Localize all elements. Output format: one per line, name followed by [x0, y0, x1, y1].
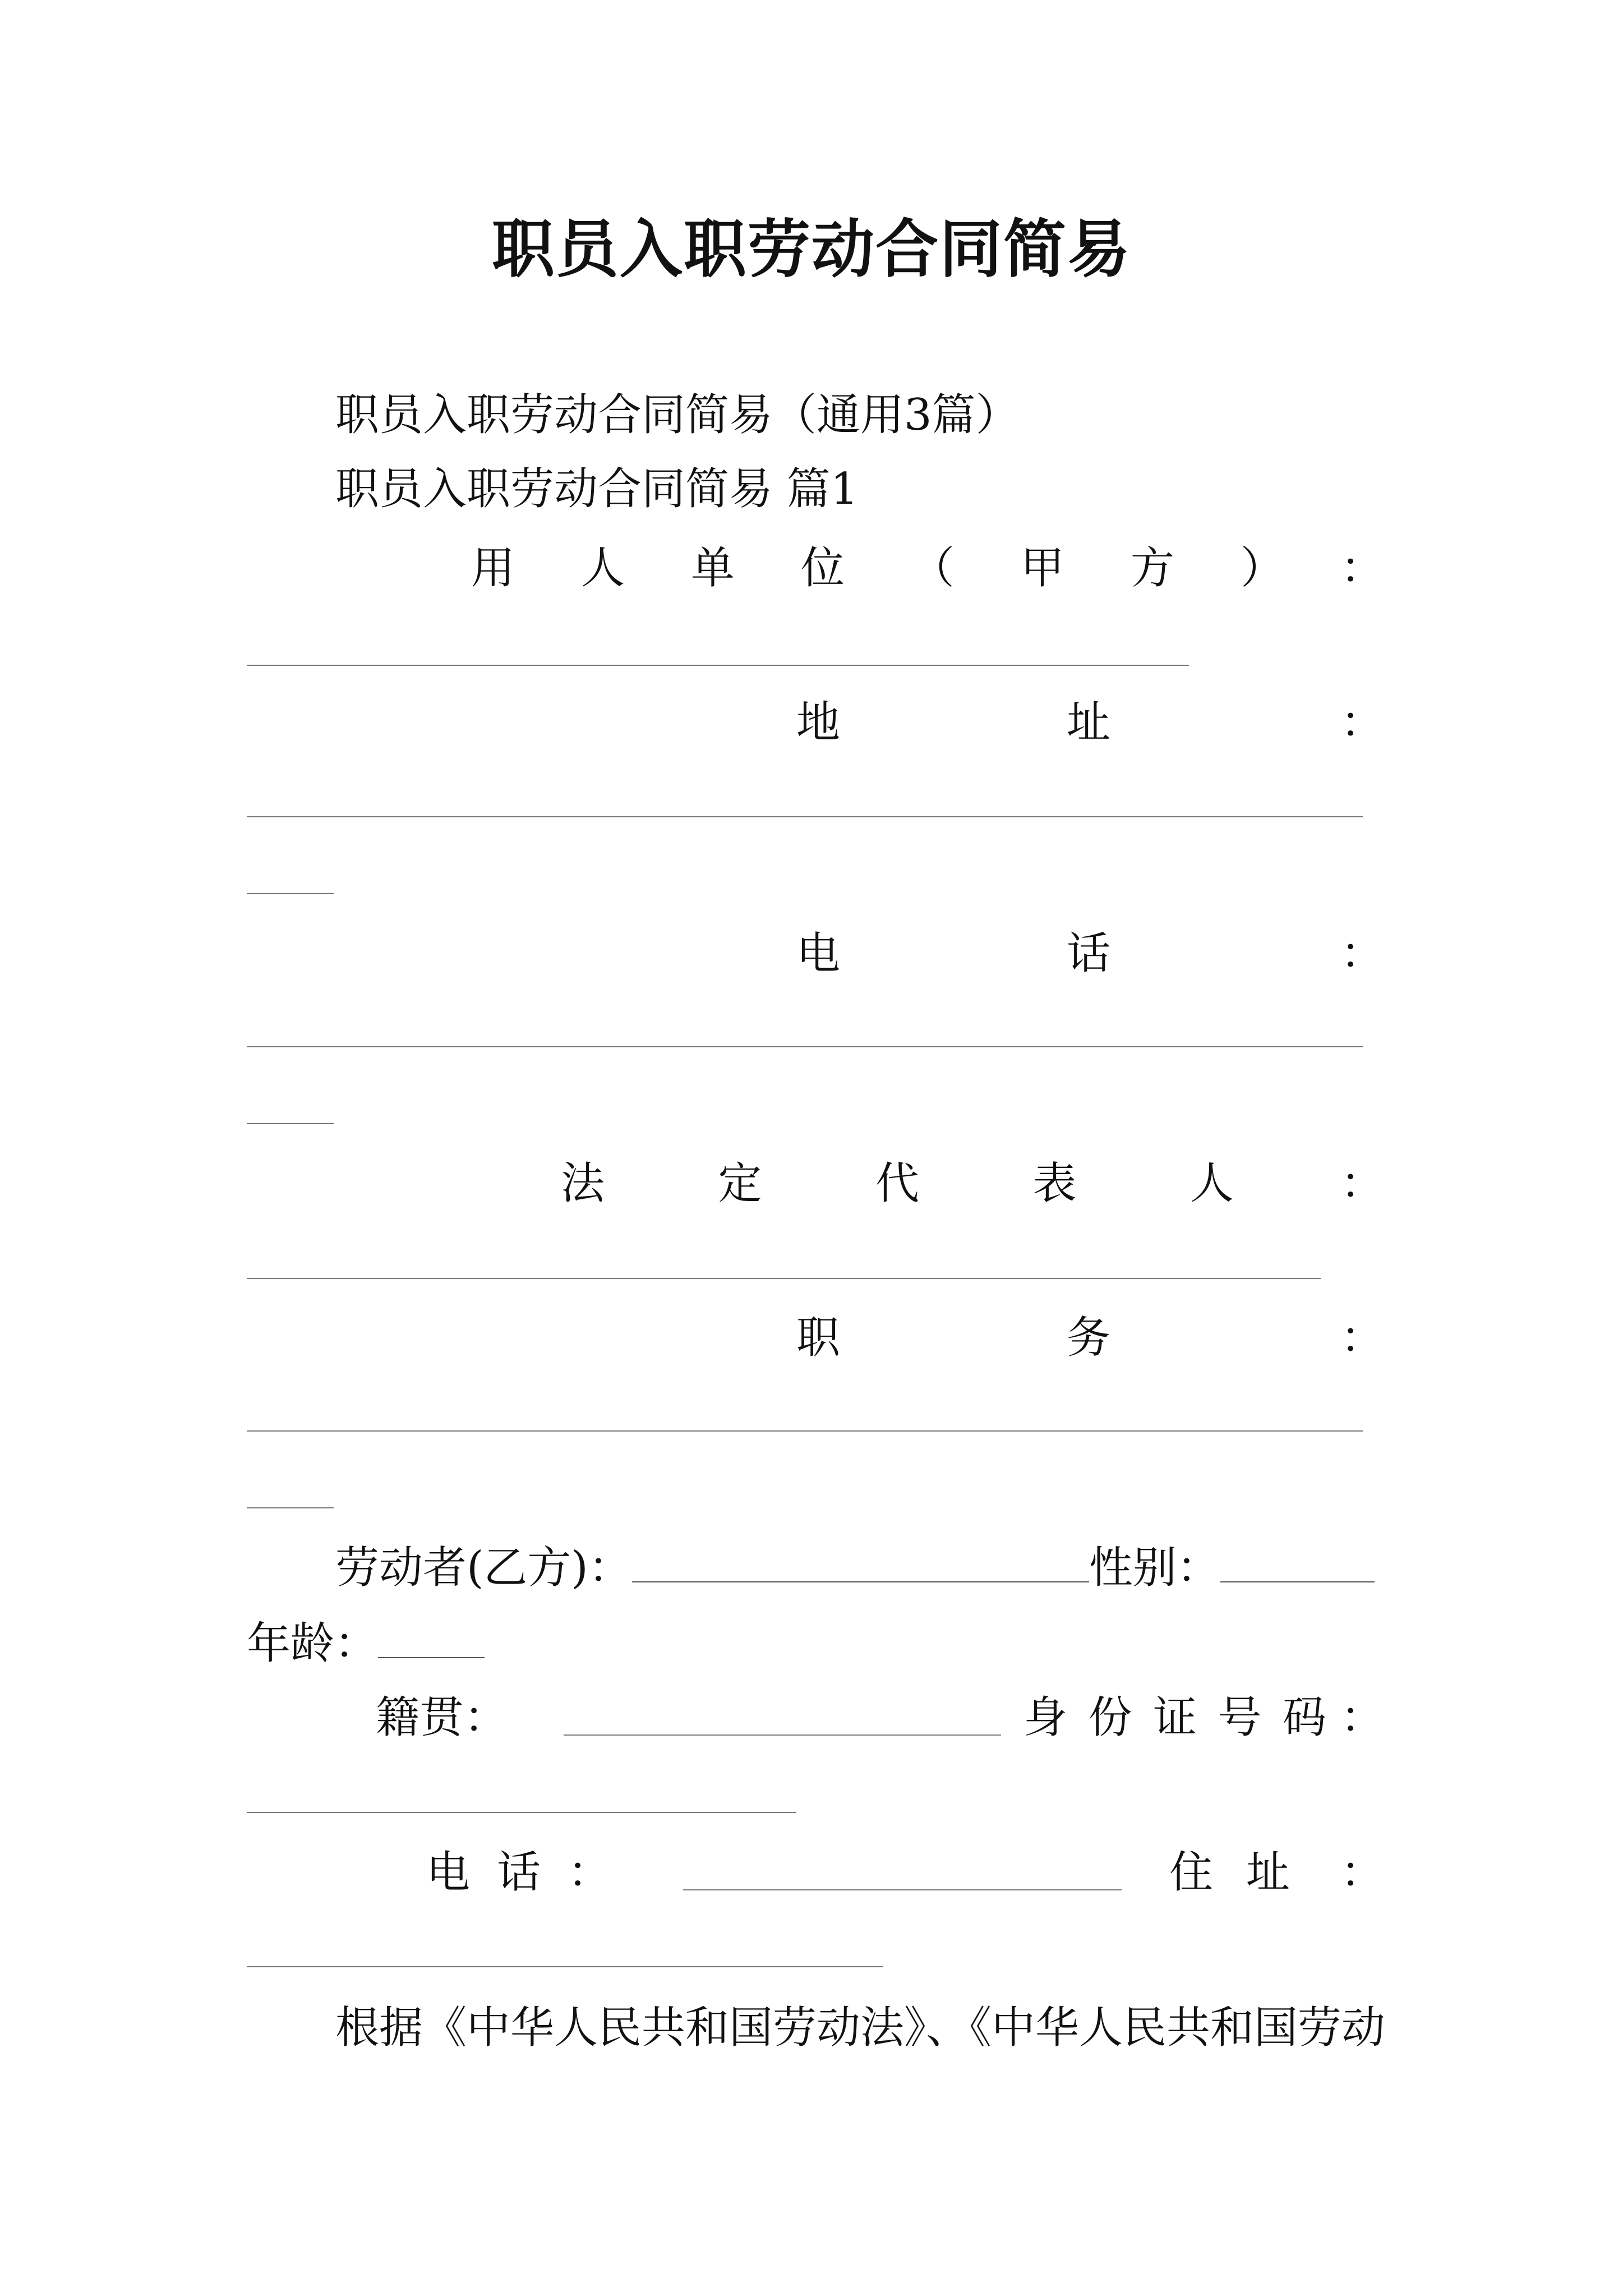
native-place-label: 籍 贯 ： [376, 1692, 508, 1743]
position-blank-line1[interactable] [247, 1430, 1363, 1432]
id-number-label: 身 份 证 号 码 [1023, 1692, 1326, 1743]
residence-label: 住 址 [1169, 1847, 1290, 1898]
age-label: 年龄： [247, 1618, 379, 1669]
employee-name-blank[interactable] [632, 1542, 1089, 1582]
id-number-colon: ： [1340, 1692, 1385, 1743]
residence-colon: ： [1340, 1847, 1385, 1898]
subtitle: 职员入职劳动合同简易（通用3篇） [335, 390, 1020, 440]
basis-paragraph: 根据《中华人民共和国劳动法》、《中华人民共和国劳动 [335, 2003, 1386, 2053]
document-title: 职员入职劳动合同简易 [492, 213, 1131, 286]
phone-label: 电 话 [796, 928, 1110, 979]
employee-line [335, 1540, 1375, 1596]
position-blank-line2[interactable] [247, 1507, 334, 1508]
age-blank[interactable] [378, 1618, 485, 1658]
employer-blank[interactable] [247, 665, 1189, 666]
legal-rep-colon: ： [1340, 1158, 1385, 1209]
gender-blank[interactable] [1220, 1542, 1375, 1582]
native-place-blank[interactable] [564, 1734, 1001, 1736]
phone-blank-line1[interactable] [247, 1046, 1363, 1047]
part-heading: 职员入职劳动合同简易 篇1 [335, 464, 859, 514]
employee-phone-blank[interactable] [683, 1889, 1122, 1890]
id-number-blank[interactable] [247, 1812, 796, 1813]
gender-label: 性别： [1089, 1543, 1220, 1593]
legal-rep-blank[interactable] [247, 1278, 1321, 1279]
legal-rep-label: 法 定 代 表 人 [561, 1158, 1234, 1209]
position-colon: ： [1340, 1313, 1385, 1363]
age-line [247, 1616, 485, 1672]
employer-colon: ： [1340, 543, 1385, 593]
residence-blank[interactable] [247, 1966, 883, 1967]
employer-label: 用 人 单 位 （ 甲 方 ） [471, 543, 1284, 593]
address-blank-line2[interactable] [247, 893, 334, 894]
position-label: 职 务 [796, 1313, 1110, 1363]
address-blank-line1[interactable] [247, 816, 1363, 817]
phone-colon: ： [1340, 928, 1385, 979]
employee-phone-label: 电 话 ： [426, 1847, 611, 1898]
phone-blank-line2[interactable] [247, 1123, 334, 1124]
employee-label: 劳动者(乙方)： [335, 1543, 632, 1593]
address-colon: ： [1340, 697, 1385, 748]
address-label: 地 址 [796, 697, 1110, 748]
